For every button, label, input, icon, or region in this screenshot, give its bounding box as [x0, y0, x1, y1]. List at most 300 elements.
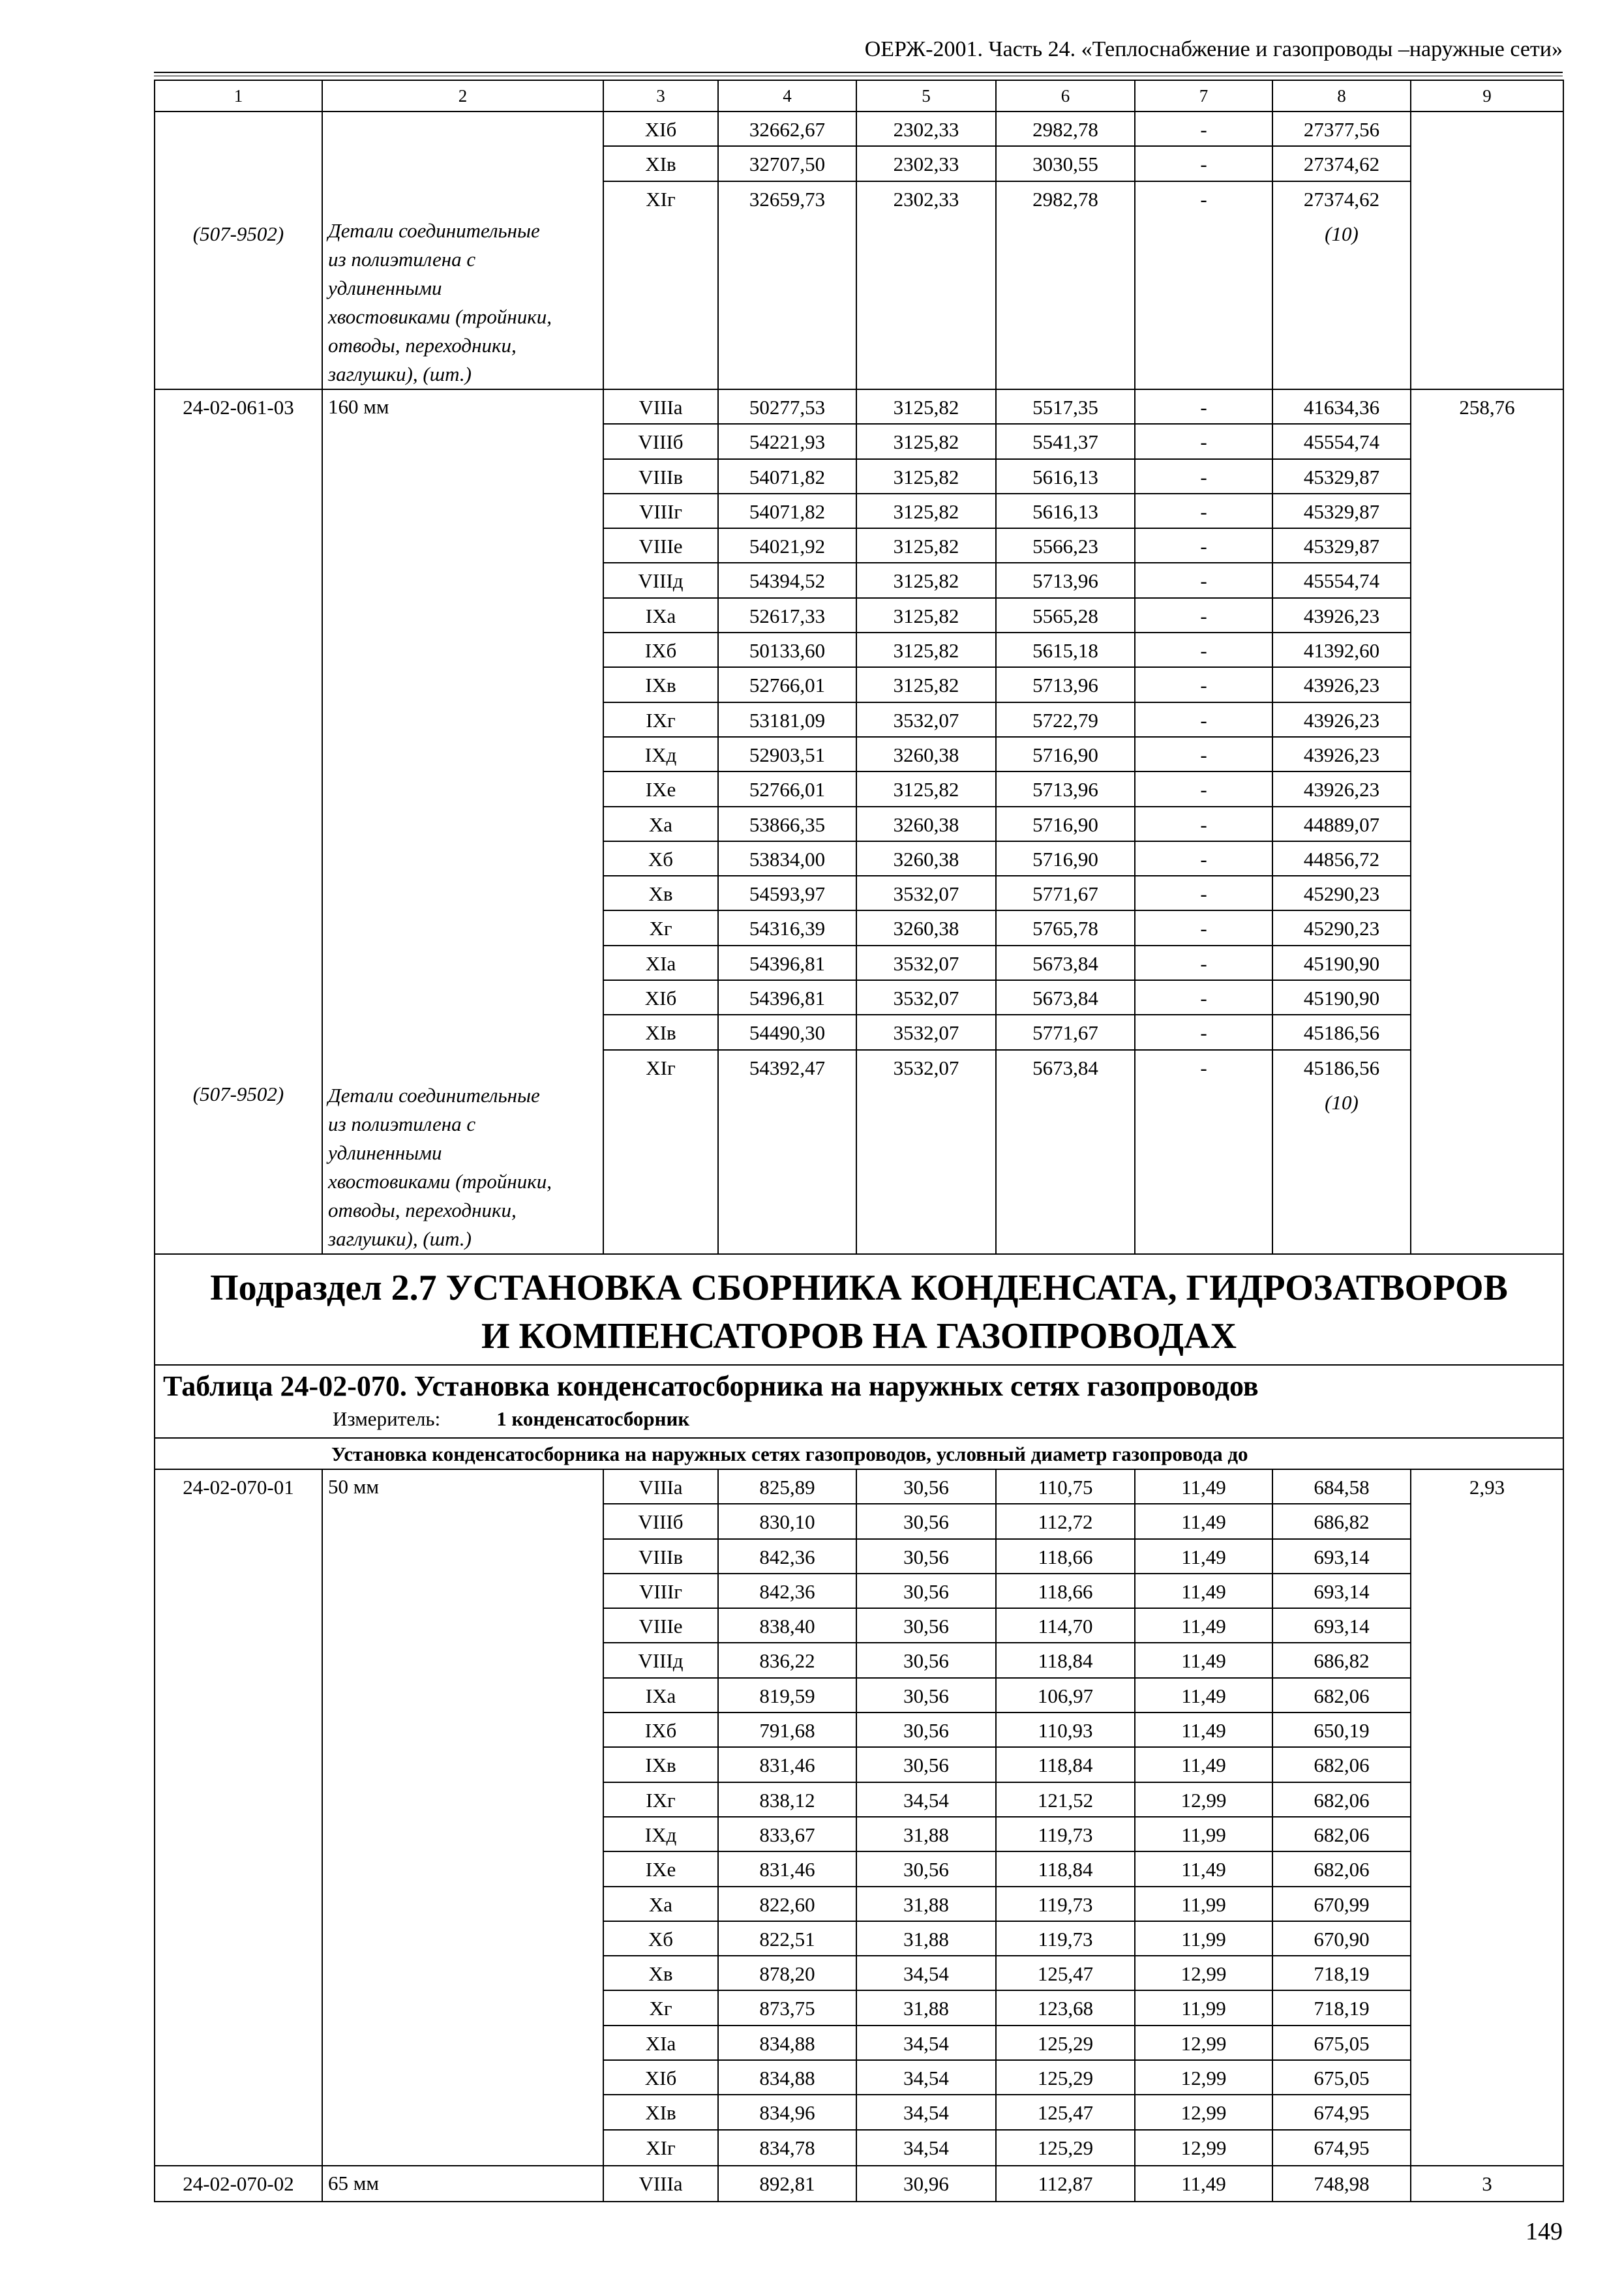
cell-value: 123,68: [997, 1991, 1134, 2026]
page-number: 149: [1526, 2218, 1563, 2245]
cell-value: 106,97: [997, 1679, 1134, 1713]
value-column-7: [1135, 389, 1272, 1254]
cell-value: 11,99: [1135, 1991, 1272, 2026]
column-number: 1: [155, 80, 322, 112]
cell-value: -: [1135, 876, 1272, 911]
cell-value: 43926,23: [1273, 599, 1410, 633]
subheading-row: [155, 1438, 1563, 1469]
cell-value: 834,78: [759, 2136, 815, 2159]
zone-value: IXа: [604, 1679, 717, 1713]
column-number: 2: [322, 80, 603, 112]
cell-value: 34,54: [857, 1783, 995, 1818]
cell-value: 831,46: [719, 1852, 856, 1887]
cell-value: 838,12: [719, 1783, 856, 1818]
cell-value: 684,58: [1273, 1470, 1410, 1504]
cell-value: 3030,55: [997, 147, 1134, 181]
zone-cell: [603, 2166, 718, 2202]
cell-value: 45329,87: [1273, 460, 1410, 494]
cell-value: 11,49: [1135, 1643, 1272, 1678]
zone-value: VIIIа: [604, 1470, 717, 1504]
cell-value: 822,60: [719, 1887, 856, 1922]
cell-value: 3125,82: [857, 390, 995, 425]
table-row: [155, 2166, 1563, 2202]
zone-value: IXа: [604, 599, 717, 633]
subsection-heading: [155, 1254, 1563, 1365]
cell-value: 748,98: [1314, 2172, 1370, 2195]
cell-value: 54490,30: [719, 1015, 856, 1050]
cell-value: 12,99: [1135, 2095, 1272, 2130]
cell-value: 27377,56: [1273, 112, 1410, 147]
cell-value: 682,06: [1273, 1783, 1410, 1818]
running-header: ОЕРЖ-2001. Часть 24. «Теплоснабжение и газопроводы –наружные сети»: [864, 37, 1563, 61]
value-column-6: [996, 112, 1135, 389]
cell-value: 2982,78: [1032, 187, 1098, 211]
column-number: 4: [718, 80, 856, 112]
cell-value: 125,29: [997, 2061, 1134, 2095]
cell-value: 11,49: [1135, 1504, 1272, 1539]
cell-value: 791,68: [719, 1713, 856, 1748]
cell-value: 682,06: [1273, 1818, 1410, 1852]
cell-value: 34,54: [857, 2061, 995, 2095]
cell-value: 842,36: [719, 1574, 856, 1609]
zone-value: XIв: [604, 1015, 717, 1050]
zone-value: VIIIг: [604, 494, 717, 529]
cell-value: 674,95: [1314, 2136, 1370, 2159]
zone-value: IXб: [604, 633, 717, 668]
table-title: [155, 1365, 1563, 1438]
zone-column: [603, 389, 718, 1254]
cell-value: 119,73: [997, 1922, 1134, 1956]
cell-value: 878,20: [719, 1956, 856, 1991]
cell-value: 831,46: [719, 1748, 856, 1782]
resource-desc: из полиэтилена с: [328, 248, 476, 271]
value-column-9: [1411, 389, 1563, 1254]
zone-value: XIб: [604, 981, 717, 1015]
cell-value: -: [1135, 772, 1272, 807]
column-number: 5: [856, 80, 996, 112]
cell-value: 54394,52: [719, 563, 856, 598]
cell-value: 30,56: [857, 1679, 995, 1713]
cell-value: 686,82: [1273, 1504, 1410, 1539]
cell-value: 718,19: [1273, 1956, 1410, 1991]
cell-value: 45190,90: [1273, 981, 1410, 1015]
cell-value: 45190,90: [1273, 946, 1410, 981]
zone-value: Xг: [604, 911, 717, 946]
value-cell-9: [1411, 2166, 1563, 2202]
cell-value: 30,56: [857, 1470, 995, 1504]
resource-quantity: (10): [1325, 222, 1359, 245]
cell-value: 12,99: [1135, 1956, 1272, 1991]
cell-value: 3532,07: [857, 946, 995, 981]
cell-value: -: [1135, 668, 1272, 702]
cell-value: -: [1135, 390, 1272, 425]
value-column-8: [1272, 389, 1411, 1254]
cell-value: 11,99: [1135, 1818, 1272, 1852]
column-number-row: [155, 80, 1563, 112]
value-cell-5: [856, 2166, 996, 2202]
cell-value: 11,49: [1135, 1540, 1272, 1574]
cell-value: 3125,82: [857, 599, 995, 633]
cell-value: 54021,92: [719, 529, 856, 563]
zone-value: Xб: [604, 1922, 717, 1956]
zone-value: XIг: [646, 2136, 676, 2159]
cell-value: 121,52: [997, 1783, 1134, 1818]
cell-value: 5765,78: [997, 911, 1134, 946]
cell-value: 675,05: [1273, 2026, 1410, 2061]
cell-value: -: [1200, 187, 1207, 211]
value-column-5: [856, 1469, 996, 2166]
zone-value: VIIIг: [604, 1574, 717, 1609]
zone-value: XIг: [646, 1056, 676, 1079]
cell-value: 2302,33: [857, 112, 995, 147]
cell-value: 52617,33: [719, 599, 856, 633]
cell-value: 45554,74: [1273, 425, 1410, 459]
subsection-heading-line: Подраздел 2.7 УСТАНОВКА СБОРНИКА КОНДЕНСАТА, ГИДРОЗАТВОРОВ: [210, 1268, 1508, 1308]
value-column-6: [996, 389, 1135, 1254]
zone-value: XIа: [604, 946, 717, 981]
cell-value: 118,84: [997, 1852, 1134, 1887]
resource-code: (507-9502): [192, 1083, 284, 1105]
table-row: [155, 112, 1563, 389]
cell-value: 682,06: [1273, 1748, 1410, 1782]
cell-value: 3125,82: [857, 529, 995, 563]
subsection-heading-row: [155, 1254, 1563, 1365]
value-cell-7: [1135, 2166, 1272, 2202]
cell-value: 3125,82: [857, 425, 995, 459]
cell-value: 11,49: [1135, 1713, 1272, 1748]
cell-value: 118,84: [997, 1748, 1134, 1782]
value-column-6: [996, 1469, 1135, 2166]
cell-value: -: [1135, 981, 1272, 1015]
value-column-5: [856, 389, 996, 1254]
cell-value: 682,06: [1273, 1679, 1410, 1713]
measure-label: Измеритель:: [333, 1407, 441, 1430]
code-cell: [155, 112, 322, 389]
cell-value: 45554,74: [1273, 563, 1410, 598]
zone-value: XIб: [604, 2061, 717, 2095]
cell-value: 5716,90: [997, 842, 1134, 876]
cell-value: 5713,96: [997, 772, 1134, 807]
cell-value: 892,81: [759, 2172, 815, 2195]
cell-value: 682,06: [1273, 1852, 1410, 1887]
subheading: Установка конденсатосборника на наружных сетях газопроводов, условный диаметр газопровода до: [155, 1438, 1563, 1469]
cell-value: -: [1135, 738, 1272, 772]
cell-value: 52903,51: [719, 738, 856, 772]
cell-value: 30,56: [857, 1504, 995, 1539]
cell-value: 12,99: [1135, 1783, 1272, 1818]
cell-value: 842,36: [719, 1540, 856, 1574]
item-name: 160 мм: [328, 395, 389, 418]
cell-value: 32662,67: [719, 112, 856, 147]
value-column-4: [718, 112, 856, 389]
zone-value: VIIIв: [604, 1540, 717, 1574]
description-cell: [322, 389, 603, 1254]
zone-value: IXд: [604, 738, 717, 772]
resource-desc: отводы, переходники,: [328, 334, 517, 357]
code-cell: [155, 1469, 322, 2166]
cell-value: 31,88: [857, 1818, 995, 1852]
cell-value: 12,99: [1135, 2026, 1272, 2061]
resource-desc: заглушки), (шт.): [328, 1227, 472, 1250]
cell-value: 125,47: [997, 2095, 1134, 2130]
cell-value: 3125,82: [857, 563, 995, 598]
zone-value: VIIIа: [639, 2172, 683, 2195]
value-column-8: [1272, 1469, 1411, 2166]
cell-value: 5771,67: [997, 876, 1134, 911]
cell-value: 825,89: [719, 1470, 856, 1504]
zone-value: XIб: [604, 112, 717, 147]
measure-value: 1 конденсатосборник: [496, 1407, 690, 1430]
cell-value: 670,99: [1273, 1887, 1410, 1922]
cell-value: 11,99: [1135, 1887, 1272, 1922]
cell-value: 11,49: [1135, 1679, 1272, 1713]
cell-value: 41634,36: [1273, 390, 1410, 425]
cell-value: 27374,62: [1303, 187, 1380, 211]
item-code: 24-02-070-01: [183, 1476, 294, 1499]
cell-value: 52766,01: [719, 668, 856, 702]
cell-value: 41392,60: [1273, 633, 1410, 668]
cell-value: -: [1135, 842, 1272, 876]
zone-value: Xг: [604, 1991, 717, 2026]
cell-value: -: [1135, 807, 1272, 842]
cell-value: 3260,38: [857, 842, 995, 876]
cell-value: 114,70: [997, 1609, 1134, 1643]
cell-value: 34,54: [903, 2136, 949, 2159]
cell-value: 30,56: [857, 1643, 995, 1678]
column-number: 9: [1411, 80, 1563, 112]
zone-value: IXе: [604, 772, 717, 807]
cell-value: 838,40: [719, 1609, 856, 1643]
cell-value: 50133,60: [719, 633, 856, 668]
resource-desc: из полиэтилена с: [328, 1113, 476, 1135]
zone-value: VIIIв: [604, 460, 717, 494]
cell-value: 110,75: [997, 1470, 1134, 1504]
cell-value: 3260,38: [857, 911, 995, 946]
cell-value: 112,87: [1038, 2172, 1093, 2195]
resource-desc: удлиненными: [328, 1141, 442, 1164]
value-column-9: [1411, 112, 1563, 389]
resource-desc: удлиненными: [328, 277, 442, 299]
item-code: 24-02-070-02: [183, 2172, 294, 2195]
item-name: 65 мм: [328, 2172, 379, 2194]
resource-desc: отводы, переходники,: [328, 1199, 517, 1221]
cell-value: 119,73: [997, 1818, 1134, 1852]
zone-value: Xа: [604, 807, 717, 842]
value-cell-8: [1272, 2166, 1411, 2202]
cell-value: 11,49: [1135, 1574, 1272, 1609]
cell-value: 118,84: [997, 1643, 1134, 1678]
value-column-4: [718, 1469, 856, 2166]
cell-value: 3260,38: [857, 807, 995, 842]
cell-value: 44856,72: [1273, 842, 1410, 876]
cell-value: -: [1135, 147, 1272, 181]
item-name: 50 мм: [328, 1475, 379, 1498]
cell-value: 5616,13: [997, 494, 1134, 529]
cell-value: 5713,96: [997, 563, 1134, 598]
cell-value: 45290,23: [1273, 876, 1410, 911]
cell-value: 119,73: [997, 1887, 1134, 1922]
zone-value: IXе: [604, 1852, 717, 1887]
zone-column: [603, 1469, 718, 2166]
description-cell: [322, 2166, 603, 2202]
cell-value: 54316,39: [719, 911, 856, 946]
cell-value: 650,19: [1273, 1713, 1410, 1748]
cell-value: 3125,82: [857, 460, 995, 494]
table-title-row: [155, 1365, 1563, 1438]
cell-value: 3125,82: [857, 668, 995, 702]
header-rule: [154, 72, 1563, 73]
zone-value: VIIIе: [604, 1609, 717, 1643]
zone-value: Xв: [604, 1956, 717, 1991]
zone-value: IXв: [604, 668, 717, 702]
cell-value: -: [1135, 112, 1272, 147]
cell-value: 45290,23: [1273, 911, 1410, 946]
zone-value: XIв: [604, 2095, 717, 2130]
zone-value: VIIIб: [604, 1504, 717, 1539]
zone-value: IXв: [604, 1748, 717, 1782]
cell-value: 5616,13: [997, 460, 1134, 494]
cell-value: 31,88: [857, 1922, 995, 1956]
cell-value: 32659,73: [749, 187, 826, 211]
zone-value: VIIIб: [604, 425, 717, 459]
cell-value: 34,54: [857, 2095, 995, 2130]
cell-value: 32707,50: [719, 147, 856, 181]
resource-quantity: (10): [1325, 1090, 1359, 1114]
cell-value: 5673,84: [997, 981, 1134, 1015]
resource-code: (507-9502): [192, 222, 284, 245]
cell-value: 125,29: [997, 2026, 1134, 2061]
cell-value: 3532,07: [857, 981, 995, 1015]
cell-value: 53834,00: [719, 842, 856, 876]
cell-value: 54392,47: [749, 1056, 826, 1079]
cell-value: 5517,35: [997, 390, 1134, 425]
cell-value: 118,66: [997, 1540, 1134, 1574]
cell-value: -: [1135, 946, 1272, 981]
cell-value: -: [1135, 425, 1272, 459]
zone-value: XIв: [604, 147, 717, 181]
cell-value: 43926,23: [1273, 738, 1410, 772]
value-column-4: [718, 389, 856, 1254]
cell-value: 3532,07: [857, 1015, 995, 1050]
resource-desc: хвостовиками (тройники,: [328, 1170, 552, 1193]
cell-value: 43926,23: [1273, 703, 1410, 738]
value-column-7: [1135, 1469, 1272, 2166]
cell-value: 53181,09: [719, 703, 856, 738]
cell-value: 30,56: [857, 1852, 995, 1887]
cell-value: 125,47: [997, 1956, 1134, 1991]
cell-value: 54071,82: [719, 460, 856, 494]
cell-value: -: [1135, 494, 1272, 529]
cell-value: 30,56: [857, 1713, 995, 1748]
cell-value: 834,88: [719, 2026, 856, 2061]
cell-value: 873,75: [719, 1991, 856, 2026]
cell-value: 53866,35: [719, 807, 856, 842]
column-number: 8: [1272, 80, 1411, 112]
zone-value: Xб: [604, 842, 717, 876]
cell-value: 43926,23: [1273, 772, 1410, 807]
zone-value: XIг: [646, 187, 676, 211]
code-cell: [155, 2166, 322, 2202]
cell-value: 3260,38: [857, 738, 995, 772]
resource-desc: заглушки), (шт.): [328, 363, 472, 385]
cell-value: 110,93: [997, 1713, 1134, 1748]
cell-value: 819,59: [719, 1679, 856, 1713]
value-column-7: [1135, 112, 1272, 389]
cell-value: 31,88: [857, 1991, 995, 2026]
cell-value: 125,29: [1037, 2136, 1094, 2159]
cell-value: 54396,81: [719, 981, 856, 1015]
cell-value: 670,90: [1273, 1922, 1410, 1956]
table-row: [155, 1469, 1563, 2166]
cell-value: 5722,79: [997, 703, 1134, 738]
price-table: [154, 80, 1564, 2202]
cell-value: 11,49: [1181, 2172, 1226, 2195]
description-cell: [322, 112, 603, 389]
norm-value: 258,76: [1459, 396, 1515, 419]
zone-value: Xа: [604, 1887, 717, 1922]
description-cell: [322, 1469, 603, 2166]
cell-value: -: [1135, 529, 1272, 563]
norm-value: 3: [1482, 2172, 1492, 2195]
cell-value: 3532,07: [857, 876, 995, 911]
cell-value: -: [1135, 911, 1272, 946]
cell-value: 54593,97: [719, 876, 856, 911]
cell-value: 11,49: [1135, 1470, 1272, 1504]
value-column-8: [1272, 112, 1411, 389]
cell-value: 45329,87: [1273, 494, 1410, 529]
cell-value: 27374,62: [1273, 147, 1410, 181]
cell-value: 45329,87: [1273, 529, 1410, 563]
cell-value: 674,95: [1273, 2095, 1410, 2130]
cell-value: 30,56: [857, 1540, 995, 1574]
cell-value: 5771,67: [997, 1015, 1134, 1050]
column-number: 7: [1135, 80, 1272, 112]
cell-value: 3532,07: [857, 703, 995, 738]
zone-value: VIIIд: [604, 563, 717, 598]
cell-value: -: [1135, 460, 1272, 494]
cell-value: 3125,82: [857, 633, 995, 668]
cell-value: 30,96: [903, 2172, 949, 2195]
value-column-5: [856, 112, 996, 389]
cell-value: 34,54: [857, 1956, 995, 1991]
code-cell: [155, 389, 322, 1254]
cell-value: 836,22: [719, 1643, 856, 1678]
cell-value: 5673,84: [1032, 1056, 1098, 1079]
value-column-9: [1411, 1469, 1563, 2166]
cell-value: 686,82: [1273, 1643, 1410, 1678]
cell-value: -: [1200, 1056, 1207, 1079]
cell-value: -: [1135, 599, 1272, 633]
cell-value: 52766,01: [719, 772, 856, 807]
cell-value: 11,49: [1135, 1609, 1272, 1643]
cell-value: 3532,07: [893, 1056, 959, 1079]
zone-value: IXг: [604, 703, 717, 738]
cell-value: 693,14: [1273, 1609, 1410, 1643]
column-number: 6: [996, 80, 1135, 112]
zone-column: [603, 112, 718, 389]
zone-value: VIIIа: [604, 390, 717, 425]
cell-value: 693,14: [1273, 1574, 1410, 1609]
resource-desc: Детали соединительные: [328, 1084, 540, 1107]
norm-value: 2,93: [1469, 1476, 1505, 1499]
resource-desc: Детали соединительные: [328, 219, 540, 242]
zone-value: IXб: [604, 1713, 717, 1748]
cell-value: 112,72: [997, 1504, 1134, 1539]
cell-value: 45186,56: [1273, 1015, 1410, 1050]
item-code: 24-02-061-03: [183, 396, 294, 419]
cell-value: 5713,96: [997, 668, 1134, 702]
cell-value: 834,96: [719, 2095, 856, 2130]
